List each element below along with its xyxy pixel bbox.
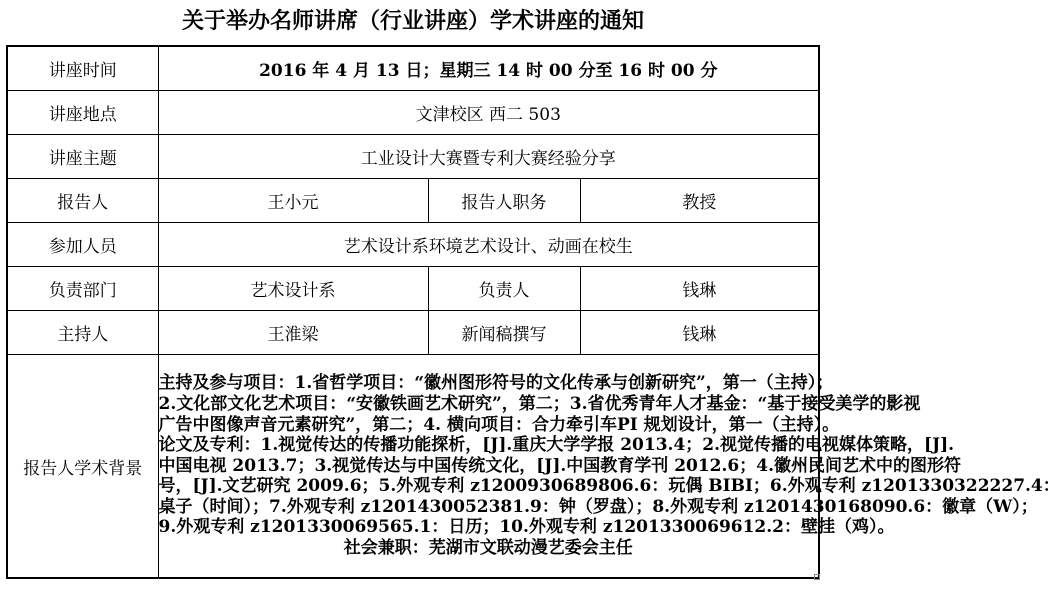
person-value: 钱琳 (580, 267, 819, 311)
audience-value: 艺术设计系环境艺术设计、动画在校生 (158, 223, 819, 267)
host-value: 王淮梁 (158, 311, 428, 355)
topic-label: 讲座主题 (7, 135, 158, 179)
place-value: 文津校区 西二 503 (158, 91, 819, 135)
background-label: 报告人学术背景 (7, 355, 158, 579)
speaker-title-label: 报告人职务 (428, 179, 580, 223)
row-speaker (7, 179, 819, 223)
speaker-title-value: 教授 (580, 179, 819, 223)
time-label: 讲座时间 (7, 46, 158, 91)
background-line: 9.外观专利 z1201330069565.1：日历；10.外观专利 z1201330069612.2：壁挂（鸡）。 (158, 517, 895, 538)
dept-value: 艺术设计系 (158, 267, 428, 311)
end-of-cell-marker (814, 574, 820, 580)
page-title: 关于举办名师讲席（行业讲座）学术讲座的通知 (181, 8, 644, 34)
news-label: 新闻稿撰写 (428, 311, 580, 355)
row-dept (7, 267, 819, 311)
background-line: 论文及专利：1.视觉传达的传播功能探析，[J].重庆大学学报 2013.4；2.视觉传播的电视媒体策略，[J]. (158, 435, 955, 456)
background-line: 主持及参与项目：1.省哲学项目：“徽州图形符号的文化传承与创新研究”，第一（主持）； (158, 373, 834, 394)
row-time (7, 46, 819, 91)
news-value: 钱琳 (580, 311, 819, 355)
background-line: 广告中图像声音元素研究”，第二；4. 横向项目：合力牵引车PI 规划设计，第一（主持）。 (158, 414, 840, 435)
background-line: 中国电视 2013.7；3.视觉传达与中国传统文化，[J].中国教育学刊 2012.6；4.徽州民间艺术中的图形符 (158, 455, 962, 476)
background-line: 号，[J].文艺研究 2009.6；5.外观专利 z1200930689806.6：玩偶 BIBI；6.外观专利 z1201330322227.4： (158, 476, 1060, 497)
place-label: 讲座地点 (7, 91, 158, 135)
background-line: 2.文化部文化艺术项目：“安徽铁画艺术研究”，第二；3.省优秀青年人才基金：“基于接受美学的影视 (158, 393, 921, 414)
speaker-value: 王小元 (158, 179, 428, 223)
audience-label: 参加人员 (7, 223, 158, 267)
background-text (158, 355, 1060, 579)
person-label: 负责人 (428, 267, 580, 311)
row-host (7, 311, 819, 355)
dept-label: 负责部门 (7, 267, 158, 311)
row-topic (7, 135, 819, 179)
background-line: 桌子（时间）；7.外观专利 z1201430052381.9：钟（罗盘）；8.外观专利 z1201430168090.6：徽章（W）； (158, 496, 1038, 517)
background-line: 社会兼职：芜湖市文联动漫艺委会主任 (343, 538, 633, 559)
topic-value: 工业设计大赛暨专利大赛经验分享 (158, 135, 819, 179)
notice-table (6, 45, 1060, 579)
row-audience (7, 223, 819, 267)
row-place (7, 91, 819, 135)
host-label: 主持人 (7, 311, 158, 355)
row-background (7, 355, 819, 579)
time-value: 2016 年 4 月 13 日；星期三 14 时 00 分至 16 时 00 分 (158, 46, 819, 91)
speaker-label: 报告人 (7, 179, 158, 223)
